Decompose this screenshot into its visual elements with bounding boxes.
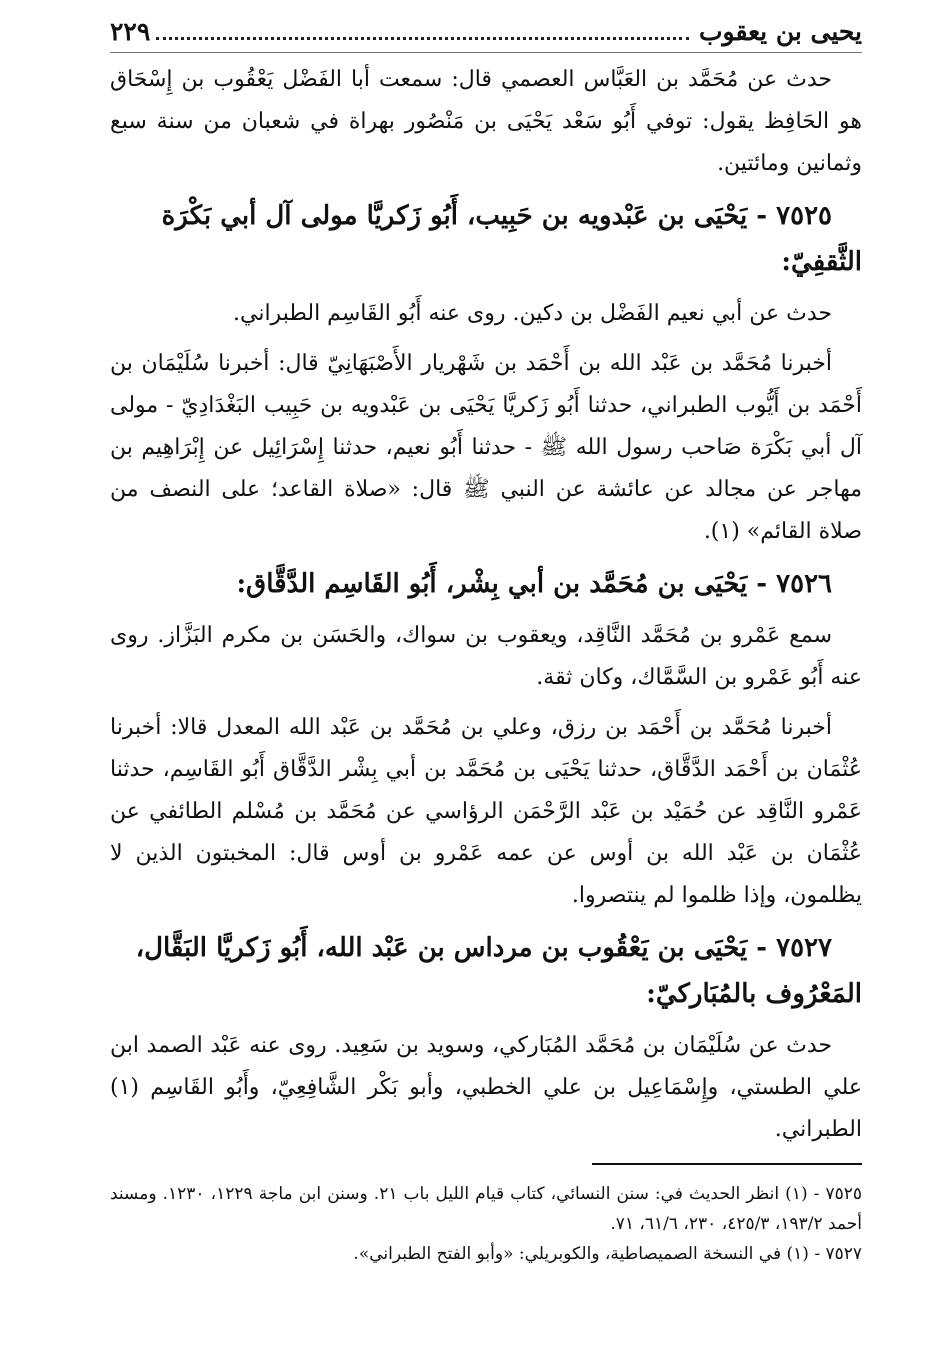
entry-heading: ٧٥٢٦ - يَحْيَى بن مُحَمَّد بن أبي بِشْر، أَبُو القَاسِم الدَّقَّاق: <box>236 569 832 599</box>
paragraph: حدث عن سُلَيْمَان بن مُحَمَّد المُبَاركي، وسويد بن سَعِيد. روى عنه عَبْد الصمد ابن علي الطستي، وإِسْمَاعِيل بن علي الخطبي، وأبو بَكْر الشَّافِعِيّ، وأَبُو القَاسِم (١) الطبراني. <box>110 1033 862 1142</box>
footnote: ٧٥٢٥ - (١) انظر الحديث في: سنن النسائي، كتاب قيام الليل باب ٢١. وسنن ابن ماجة ١٢٢٩، ١٢٣٠. ومسند أحمد ١٩٣/٢، ٤٢٥/٣، ٢٣٠، ٦١/٦، ٧١. <box>110 1184 862 1234</box>
footnote-divider <box>592 1163 862 1165</box>
footnote: ٧٥٢٧ - (١) في النسخة الصميصاطية، والكوبريلي: «وأبو الفتح الطبراني». <box>353 1244 862 1264</box>
header-dot-leader <box>156 37 689 40</box>
page-header <box>110 14 862 53</box>
page-number: ٢٢٩ <box>110 17 151 46</box>
entry-heading: ٧٥٢٧ - يَحْيَى بن يَعْقُوب بن مرداس بن عَبْد الله، أَبُو زَكريَّا البَقَّال، المَعْرُوف بالمُبَاركيّ: <box>135 933 862 1009</box>
paragraph: أخبرنا مُحَمَّد بن أَحْمَد بن رزق، وعلي بن مُحَمَّد بن عَبْد الله المعدل قالا: أخبرنا عُثْمَان بن أَحْمَد الدَّقَّاق، حدثنا يَحْيَى بن مُحَمَّد بن أبي بِشْر الدَّقَّاق أَبُو القَاسِم، حدثنا عَمْرو النَّاقِد عن حُمَيْد بن عَبْد الرَّحْمَن الرؤاسي عن مُحَمَّد بن مُسْلم الطائفي عن عُثْمَان بن عَبْد الله بن أوس عن عمه عَمْرو بن أوس قال: المخبتون الذين لا يظلمون، وإذا ظلموا لم ينتصروا. <box>110 715 862 908</box>
footnotes <box>110 1179 862 1269</box>
paragraph: حدث عن أبي نعيم الفَضْل بن دكين. روى عنه أَبُو القَاسِم الطبراني. <box>232 301 832 326</box>
document-page <box>110 14 862 1269</box>
main-text <box>110 59 862 1151</box>
paragraph: أخبرنا مُحَمَّد بن عَبْد الله بن أَحْمَد بن شَهْريار الأَصْبَهَانِيّ قال: أخبرنا سُلَيْمَان بن أَحْمَد بن أَيُّوب الطبراني، حدثنا أَبُو زَكريَّا يَحْيَى بن عَبْدويه بن حَبِيب البَغْدَادِيّ - مولى آل أبي بَكْرَة صَاحب رسول الله ﷺ - حدثنا أَبُو نعيم، حدثنا إِسْرَائِيل عن إِبْرَاهِيم بن مهاجر عن مجالد عن عائشة عن النبي ﷺ قال: «صلاة القاعد؛ على النصف من صلاة القائم» (١). <box>110 351 862 544</box>
running-title: يحيى بن يعقوب <box>699 17 862 46</box>
entry-heading: ٧٥٢٥ - يَحْيَى بن عَبْدويه بن حَبِيب، أَبُو زَكريَّا مولى آل أبي بَكْرَة الثَّقفِيّ: <box>161 201 862 277</box>
paragraph: حدث عن مُحَمَّد بن العَبَّاس العصمي قال: سمعت أبا الفَضْل يَعْقُوب بن إِسْحَاق هو الحَافِظ يقول: توفي أَبُو سَعْد يَحْيَى بن مَنْصُور بهراة في شعبان من سنة سبع وثمانين ومائتين. <box>110 67 862 176</box>
paragraph: سمع عَمْرو بن مُحَمَّد النَّاقِد، ويعقوب بن سواك، والحَسَن بن مكرم البَزَّاز. روى عنه أَبُو عَمْرو بن السَّمَّاك، وكان ثقة. <box>110 623 862 690</box>
